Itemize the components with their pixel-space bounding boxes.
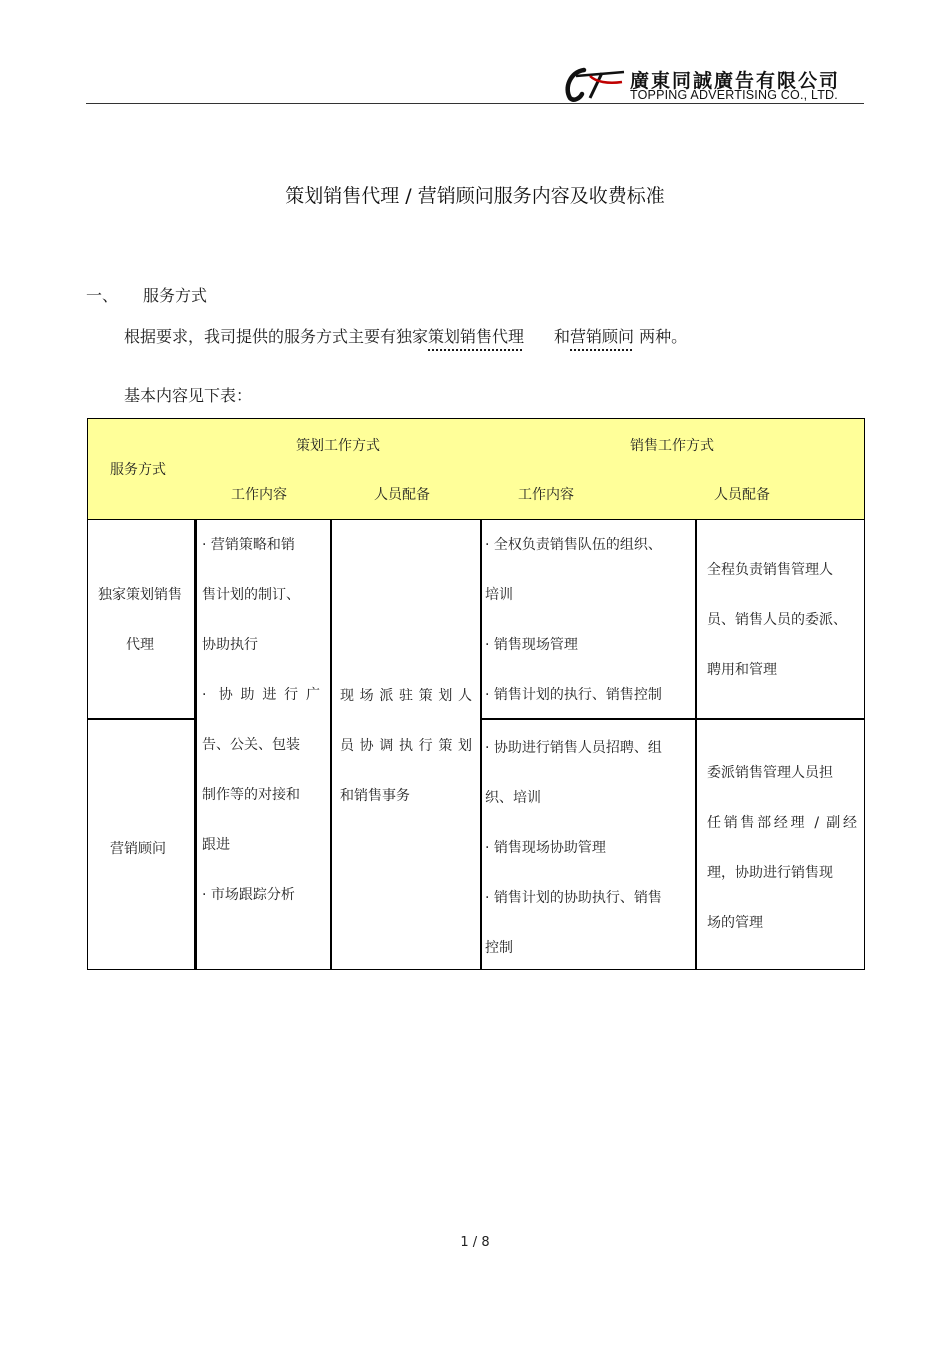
row-divider-label — [88, 718, 196, 720]
sales-staff-line: 委派销售管理人员担 — [707, 765, 833, 781]
header-sales-content: 工作内容 — [518, 487, 574, 503]
intro-tail: 两种。 — [639, 327, 688, 346]
planning-staff-line: 现场派驻策划人 — [340, 688, 472, 704]
company-name-en: TOPPING ADVERTISING CO., LTD. — [630, 88, 838, 102]
row2-sales-content — [485, 723, 691, 973]
planning-line: 告、公关、包装 — [202, 737, 300, 753]
header-planning-staffing: 人员配备 — [374, 487, 430, 503]
row-label-line: 独家策划销售 — [98, 587, 182, 603]
document-title: 策划销售代理 / 营销顾问服务内容及收费标准 — [285, 185, 665, 207]
header-service-mode: 服务方式 — [110, 462, 166, 478]
section-number: 一、 — [86, 286, 119, 305]
planning-content — [202, 520, 320, 920]
sales-staff-line: 理，协助进行销售现 — [707, 865, 833, 881]
sales-staff-line: 全程负责销售管理人 — [707, 562, 833, 578]
col-divider-4 — [695, 519, 697, 969]
sales-content-line: · 销售现场管理 — [485, 637, 578, 653]
sales-content-line: 织、培训 — [485, 790, 541, 806]
sales-content-line: · 全权负责销售队伍的组织、 — [485, 537, 662, 553]
sales-content-line: 控制 — [485, 940, 513, 956]
header-rule — [86, 103, 864, 104]
sales-staff-line: 员、销售人员的委派、 — [707, 612, 847, 628]
section-title: 服务方式 — [143, 286, 208, 305]
header-sales-staffing: 人员配备 — [714, 487, 770, 503]
header-planning-content: 工作内容 — [231, 487, 287, 503]
emphasis-sales-agency: 策划销售代理 — [428, 327, 525, 346]
planning-staff-line: 员协调执行策划 — [340, 738, 472, 754]
sales-content-line: · 协助进行销售人员招聘、组 — [485, 740, 662, 756]
planning-line: 售计划的制订、 — [202, 587, 300, 603]
planning-staffing — [340, 671, 472, 821]
col-divider-2 — [330, 519, 332, 969]
row-label-sales-agency — [88, 570, 192, 670]
row1-sales-content — [485, 520, 691, 720]
col-divider-3 — [480, 519, 482, 969]
intro-paragraph — [124, 324, 687, 347]
sales-content-line: · 销售计划的协助执行、销售 — [485, 890, 662, 906]
sales-staff-line: 场的管理 — [707, 915, 763, 931]
sales-content-line: · 销售现场协助管理 — [485, 840, 606, 856]
row2-sales-staffing — [707, 748, 857, 948]
planning-line: · 营销策略和销 — [202, 537, 295, 553]
planning-line: 制作等的对接和 — [202, 787, 300, 803]
header-planning-group: 策划工作方式 — [296, 438, 380, 454]
planning-line: 跟进 — [202, 837, 230, 853]
service-table — [87, 418, 865, 970]
sales-staff-line: 聘用和管理 — [707, 662, 777, 678]
intro-lead: 根据要求，我司提供的服务方式主要有独家 — [124, 327, 429, 346]
table-header-background — [88, 419, 864, 519]
row-label-marketing-consultant: 营销顾问 — [110, 841, 166, 857]
page-number: 1 / 8 — [460, 1235, 490, 1250]
sales-staff-line: 任销售部经理 / 副经 — [707, 815, 857, 831]
planning-line: · 协助进行广 — [202, 687, 320, 703]
sales-content-line: · 销售计划的执行、销售控制 — [485, 687, 662, 703]
planning-line: 协助执行 — [202, 637, 258, 653]
table-intro: 基本内容见下表： — [124, 386, 253, 405]
sales-content-line: 培训 — [485, 587, 513, 603]
row1-sales-staffing — [707, 545, 857, 695]
intro-mid: 和 — [554, 327, 571, 346]
header-sales-group: 销售工作方式 — [630, 438, 714, 454]
emphasis-marketing-consultant: 营销顾问 — [570, 327, 635, 346]
logo-mark-icon — [562, 64, 628, 104]
planning-line: · 市场跟踪分析 — [202, 887, 295, 903]
col-divider-1 — [194, 519, 197, 969]
company-name-cn: 廣東同誠廣告有限公司 — [630, 70, 841, 92]
planning-staff-line: 和销售事务 — [340, 788, 410, 804]
company-logo — [562, 64, 866, 104]
row-label-line: 代理 — [126, 637, 154, 653]
